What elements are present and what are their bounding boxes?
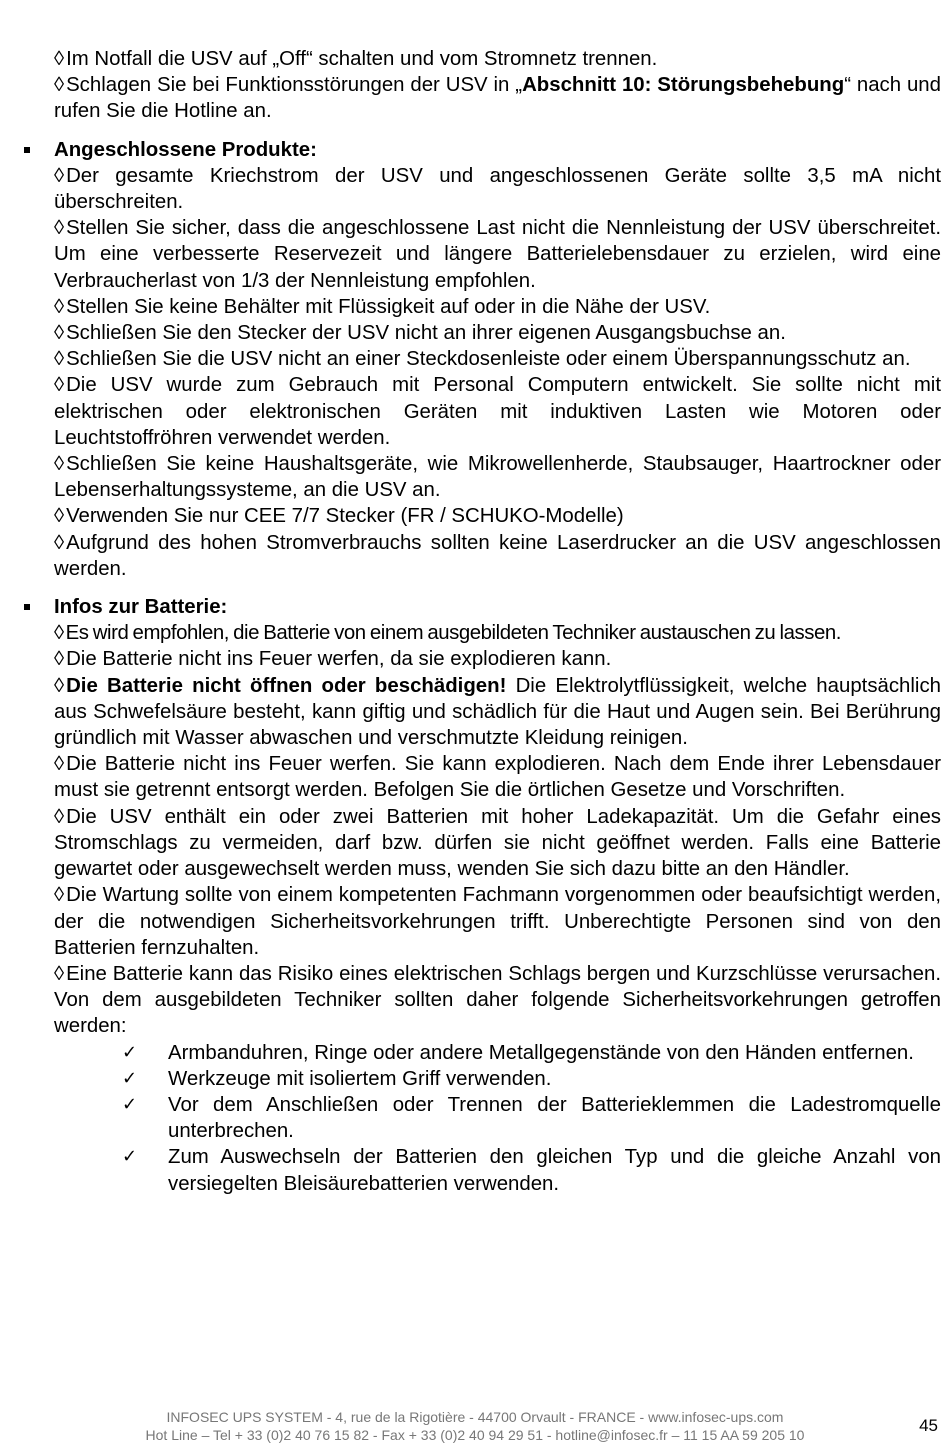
- list-item: ◊Schließen Sie keine Haushaltsgeräte, wie Mikrowellenherde, Staubsauger, Haartrockner oder Lebenserhaltungssysteme, an die USV an.: [54, 453, 941, 502]
- safety-checklist: [54, 1040, 941, 1197]
- list-item: ◊Die Batterie nicht öffnen oder beschädigen! Die Elektrolytflüssigkeit, welche hauptsächlich aus Schwefelsäure besteht, kann giftig und schädlich für die Haut und Augen sein. Bei Berührung gründlich mit Wasser abwaschen und verschmutzte Kleidung reinigen.: [54, 674, 941, 750]
- page-footer: [0, 1408, 950, 1444]
- diamond-bullet-icon: ◊: [54, 374, 65, 397]
- warning-bold: Die Batterie nicht öffnen oder beschädigen!: [66, 674, 507, 697]
- list-item: ◊Die USV wurde zum Gebrauch mit Personal Computern entwickelt. Sie sollte nicht mit elektrischen oder elektronischen Geräten mit induktiven Lasten wie Motoren oder Leuchtstoffröhren verwendet werden.: [54, 374, 941, 449]
- section-heading-products: Angeschlossene Produkte:: [54, 137, 941, 163]
- checkmark-icon: ✓: [122, 1146, 138, 1168]
- checklist-item: ✓ Zum Auswechseln der Batterien den gleichen Typ und die gleiche Anzahl von versiegelten Bleisäurebatterien verwenden.: [122, 1146, 941, 1195]
- square-bullet-icon: [24, 604, 30, 610]
- list-item: ◊Eine Batterie kann das Risiko eines elektrischen Schlags bergen und Kurzschlüsse verursachen. Von dem ausgebildeten Techniker sollten daher folgende Sicherheitsvorkehrungen getroffen werden:: [54, 962, 941, 1038]
- checkmark-icon: ✓: [122, 1067, 138, 1089]
- checkmark-icon: ✓: [122, 1041, 138, 1063]
- diamond-bullet-icon: ◊: [54, 295, 65, 318]
- square-bullet-icon: [24, 147, 30, 153]
- diamond-bullet-icon: ◊: [54, 217, 65, 240]
- list-item: ◊Die Batterie nicht ins Feuer werfen. Sie kann explodieren. Nach dem Ende ihrer Lebensdauer must sie getrennt entsorgt werden. Befolgen Sie die örtlichen Gesetze und Vorschriften.: [54, 753, 941, 802]
- checklist-item: ✓ Vor dem Anschließen oder Trennen der Batterieklemmen die Ladestromquelle unterbrechen.: [122, 1093, 941, 1143]
- list-item: ◊Schließen Sie die USV nicht an einer Steckdosenleiste oder einem Überspannungsschutz an.: [54, 348, 911, 371]
- diamond-bullet-icon: ◊: [54, 348, 65, 371]
- section-heading-battery: Infos zur Batterie:: [54, 594, 941, 620]
- list-item: ◊Schließen Sie den Stecker der USV nicht an ihrer eigenen Ausgangsbuchse an.: [54, 322, 786, 345]
- notice-hotline: ◊Schlagen Sie bei Funktionsstörungen der USV in „Abschnitt 10: Störungsbehebung“ nach und rufen Sie die Hotline an.: [54, 74, 941, 123]
- page-content: [54, 46, 941, 1197]
- list-item: ◊Die Batterie nicht ins Feuer werfen, da sie explodieren kann.: [54, 648, 612, 671]
- checkmark-icon: ✓: [122, 1093, 138, 1115]
- list-item: ◊Es wird empfohlen, die Batterie von einem ausgebildeten Techniker austauschen zu lassen.: [54, 622, 841, 645]
- diamond-bullet-icon: ◊: [54, 805, 65, 828]
- diamond-bullet-icon: ◊: [54, 505, 65, 528]
- list-item: ◊Verwenden Sie nur CEE 7/7 Stecker (FR / SCHUKO-Modelle): [54, 505, 624, 528]
- list-item: ◊Stellen Sie sicher, dass die angeschlossene Last nicht die Nennleistung der USV überschreitet. Um eine verbesserte Reservezeit und längere Batterielebensdauer zu erzielen, wird eine Verbraucherlast von 1/3 der Nennleistung empfohlen.: [54, 217, 941, 292]
- footer-address: INFOSEC UPS SYSTEM - 4, rue de la Rigotière - 44700 Orvault - FRANCE - www.infosec-ups.com: [166, 1409, 784, 1425]
- diamond-bullet-icon: ◊: [54, 453, 65, 476]
- diamond-bullet-icon: ◊: [54, 884, 65, 907]
- list-item: ◊Die Wartung sollte von einem kompetenten Fachmann vorgenommen oder beaufsichtigt werden, der die notwendigen Sicherheitsvorkehrungen trifft. Unberechtigte Personen sind von den Batterien fernzuhalten.: [54, 884, 941, 959]
- diamond-bullet-icon: ◊: [54, 753, 65, 776]
- diamond-bullet-icon: ◊: [54, 648, 65, 671]
- list-item: ◊Aufgrund des hohen Stromverbrauchs sollten keine Laserdrucker an die USV angeschlossen werden.: [54, 531, 941, 580]
- checklist-item: ✓ Armbanduhren, Ringe oder andere Metallgegenstände von den Händen entfernen.: [54, 1040, 941, 1066]
- diamond-bullet-icon: ◊: [54, 622, 64, 645]
- diamond-bullet-icon: ◊: [54, 322, 65, 345]
- diamond-bullet-icon: ◊: [54, 962, 65, 985]
- section-reference: Abschnitt 10: Störungsbehebung: [522, 74, 845, 97]
- diamond-bullet-icon: ◊: [54, 74, 65, 97]
- list-item: ◊Stellen Sie keine Behälter mit Flüssigkeit auf oder in die Nähe der USV.: [54, 295, 711, 318]
- diamond-bullet-icon: ◊: [54, 674, 65, 697]
- list-item: ◊Die USV enthält ein oder zwei Batterien mit hoher Ladekapazität. Um die Gefahr eines Stromschlags zu vermeiden, darf bzw. dürfen sie nicht geöffnet werden. Falls eine Batterie gewartet oder ausgewechselt werden muss, wenden Sie sich dazu bitte an den Händler.: [54, 805, 941, 881]
- notice-off-text: Im Notfall die USV auf „Off“ schalten und vom Stromnetz trennen.: [66, 48, 658, 70]
- diamond-bullet-icon: ◊: [54, 531, 65, 554]
- list-item: ◊Der gesamte Kriechstrom der USV und angeschlossenen Geräte sollte 3,5 mA nicht überschreiten.: [54, 164, 941, 214]
- page-number: 45: [919, 1416, 938, 1435]
- diamond-bullet-icon: ◊: [54, 164, 65, 187]
- diamond-bullet-icon: ◊: [54, 48, 65, 70]
- footer-contact: Hot Line – Tel + 33 (0)2 40 76 15 82 - Fax + 33 (0)2 40 94 29 51 - hotline@infosec.fr – 11 15 AA 59 205 10: [145, 1427, 805, 1443]
- checklist-item: ✓ Werkzeuge mit isoliertem Griff verwenden.: [54, 1066, 941, 1092]
- notice-off: [54, 46, 941, 72]
